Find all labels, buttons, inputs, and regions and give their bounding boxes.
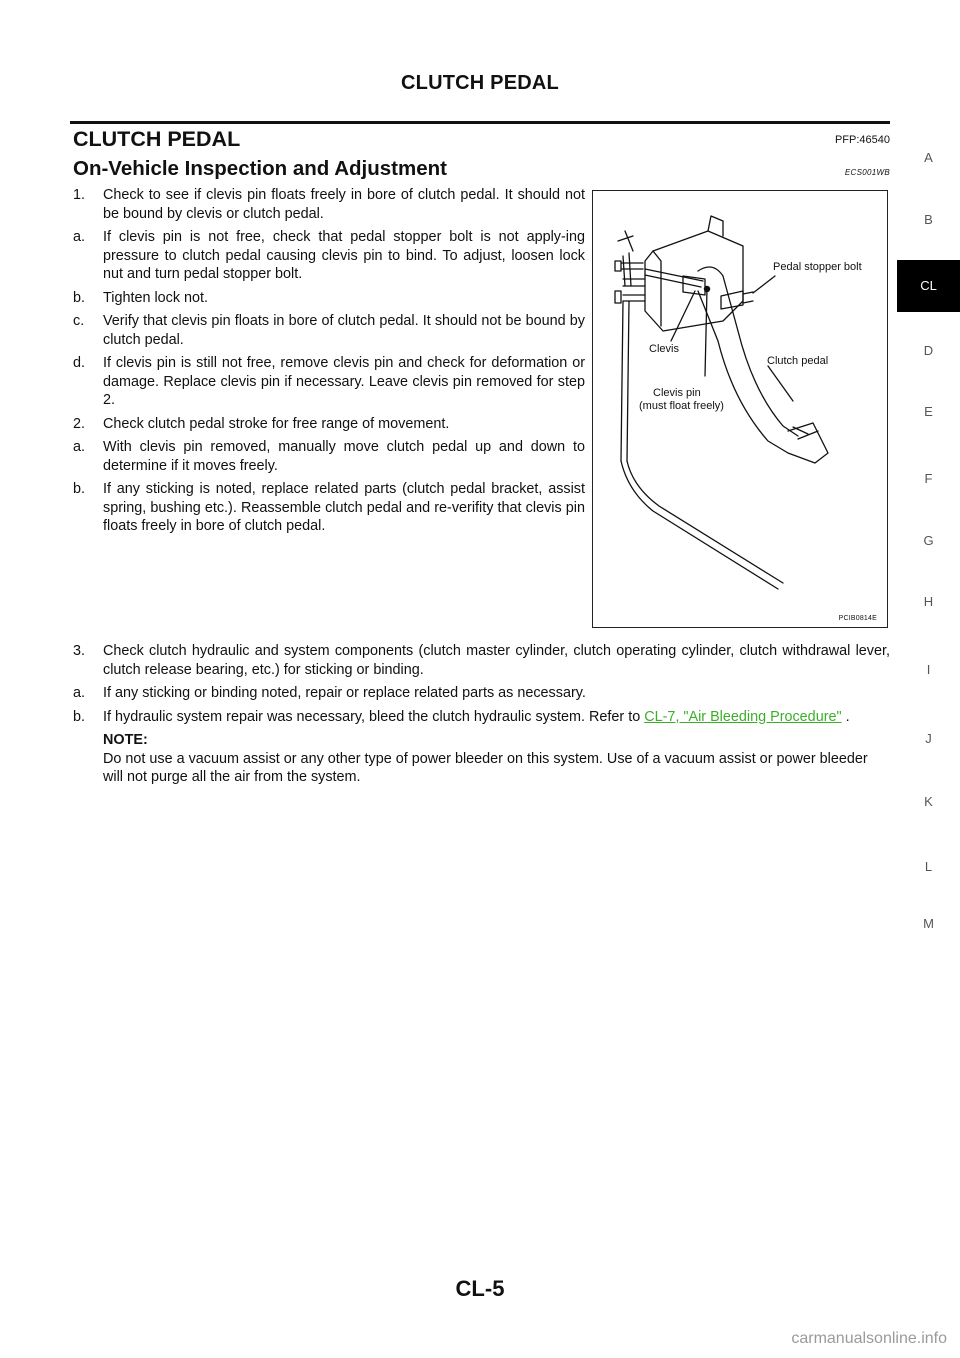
step-3b [73, 708, 890, 727]
step-text: Verify that clevis pin floats in bore of clutch pedal. It should not be bound by clutch pedal. [103, 313, 585, 348]
tab-f[interactable]: F [924, 471, 933, 486]
section-index-tabs [897, 0, 960, 1358]
step-label: b. [73, 289, 86, 306]
section-title: CLUTCH PEDAL [73, 127, 241, 151]
step-label: a. [73, 439, 86, 455]
tab-l[interactable]: L [924, 859, 933, 874]
step-text: If clevis pin is still not free, remove clevis pin and check for deformation or damage. Replace clevis pin if necessary. Leave clevis pin removed for step 2. [103, 355, 585, 408]
clutch-pedal-figure [592, 190, 888, 628]
step-label: b. [73, 708, 86, 725]
subsection-title: On-Vehicle Inspection and Adjustment [73, 157, 447, 180]
step-text: If any sticking or binding noted, repair or replace related parts as necessary. [103, 685, 586, 701]
step-label: c. [73, 313, 85, 329]
step-text: With clevis pin removed, manually move clutch pedal up and down to determine if it moves freely. [103, 439, 585, 474]
step-label: 2. [73, 415, 86, 432]
running-header: CLUTCH PEDAL [401, 72, 559, 94]
tab-e[interactable]: E [924, 404, 933, 419]
step-2b [73, 480, 585, 536]
step-label: a. [73, 685, 86, 701]
step-1 [73, 186, 585, 223]
watermark: carmanualsonline.info [791, 1330, 947, 1347]
step-text: Tighten lock not. [103, 289, 209, 306]
subsection-code: ECS001WB [844, 168, 890, 177]
step-text [103, 708, 890, 727]
step-text: Check clutch pedal stroke for free range of movement. [103, 415, 450, 432]
tab-m[interactable]: M [923, 916, 934, 931]
header-rule [70, 121, 890, 124]
step-label: a. [73, 229, 86, 245]
procedure-steps-top [73, 186, 585, 541]
note-text: Do not use a vacuum assist or any other type of power bleeder on this system. Use of a vacuum assist or power bleeder will not purge all the air from the system. [103, 750, 868, 785]
procedure-steps-bottom [73, 642, 890, 787]
step-1a [73, 228, 585, 284]
tab-g[interactable]: G [923, 533, 934, 548]
tab-b[interactable]: B [924, 212, 933, 227]
tab-a[interactable]: A [924, 150, 933, 165]
step-3a [73, 684, 890, 703]
step-2 [73, 415, 585, 434]
step-label: 1. [73, 187, 86, 203]
note-block [103, 731, 890, 787]
tab-h[interactable]: H [923, 594, 934, 609]
label-clevis: Clevis [649, 343, 679, 355]
step-text-before-link: If hydraulic system repair was necessary, bleed the clutch hydraulic system. Refer to [103, 708, 641, 725]
step-text: Check to see if clevis pin floats freely in bore of clutch pedal. It should not be bound by clevis or clutch pedal. [103, 187, 585, 222]
tab-j[interactable]: J [925, 731, 932, 746]
label-clutch-pedal: Clutch pedal [767, 355, 829, 367]
tab-k[interactable]: K [924, 794, 933, 809]
clutch-pedal-illustration [593, 191, 889, 629]
note-heading: NOTE: [103, 732, 148, 748]
tab-cl[interactable]: CL [897, 260, 960, 312]
step-1c [73, 312, 585, 349]
step-text: If any sticking is noted, replace related parts (clutch pedal bracket, assist spring, bushing etc.). Reassemble clutch pedal and re-verifity that clevis pin floats freely in bore of clutch pedal. [103, 481, 585, 534]
air-bleeding-procedure-link[interactable]: CL-7, "Air Bleeding Procedure" [644, 708, 842, 725]
step-3 [73, 642, 890, 679]
step-1d [73, 354, 585, 410]
step-label: 3. [73, 643, 86, 659]
section-code: PFP:46540 [834, 134, 890, 146]
step-text-after-link: . [841, 708, 850, 725]
step-text: If clevis pin is not free, check that pedal stopper bolt is not apply-ing pressure to clutch pedal causing clevis pin to bind. To adjust, loosen lock nut and turn pedal stopper bolt. [103, 229, 585, 282]
page-number: CL-5 [455, 1276, 505, 1301]
label-clevis-pin: Clevis pin [653, 387, 701, 399]
step-text: Check clutch hydraulic and system components (clutch master cylinder, clutch operating cylinder, clutch withdrawal lever, clutch release bearing, etc.) for sticking or binding. [103, 643, 890, 678]
tab-i[interactable]: I [926, 662, 931, 677]
label-clevis-pin-note: (must float freely) [639, 400, 724, 412]
step-label: b. [73, 481, 86, 497]
label-pedal-stopper-bolt: Pedal stopper bolt [773, 261, 862, 273]
step-2a [73, 438, 585, 475]
step-1b [73, 289, 585, 308]
figure-code: PCIB0814E [838, 615, 877, 622]
clevis-pin-marker [704, 286, 710, 292]
tab-d[interactable]: D [923, 343, 934, 358]
step-label: d. [73, 355, 86, 371]
